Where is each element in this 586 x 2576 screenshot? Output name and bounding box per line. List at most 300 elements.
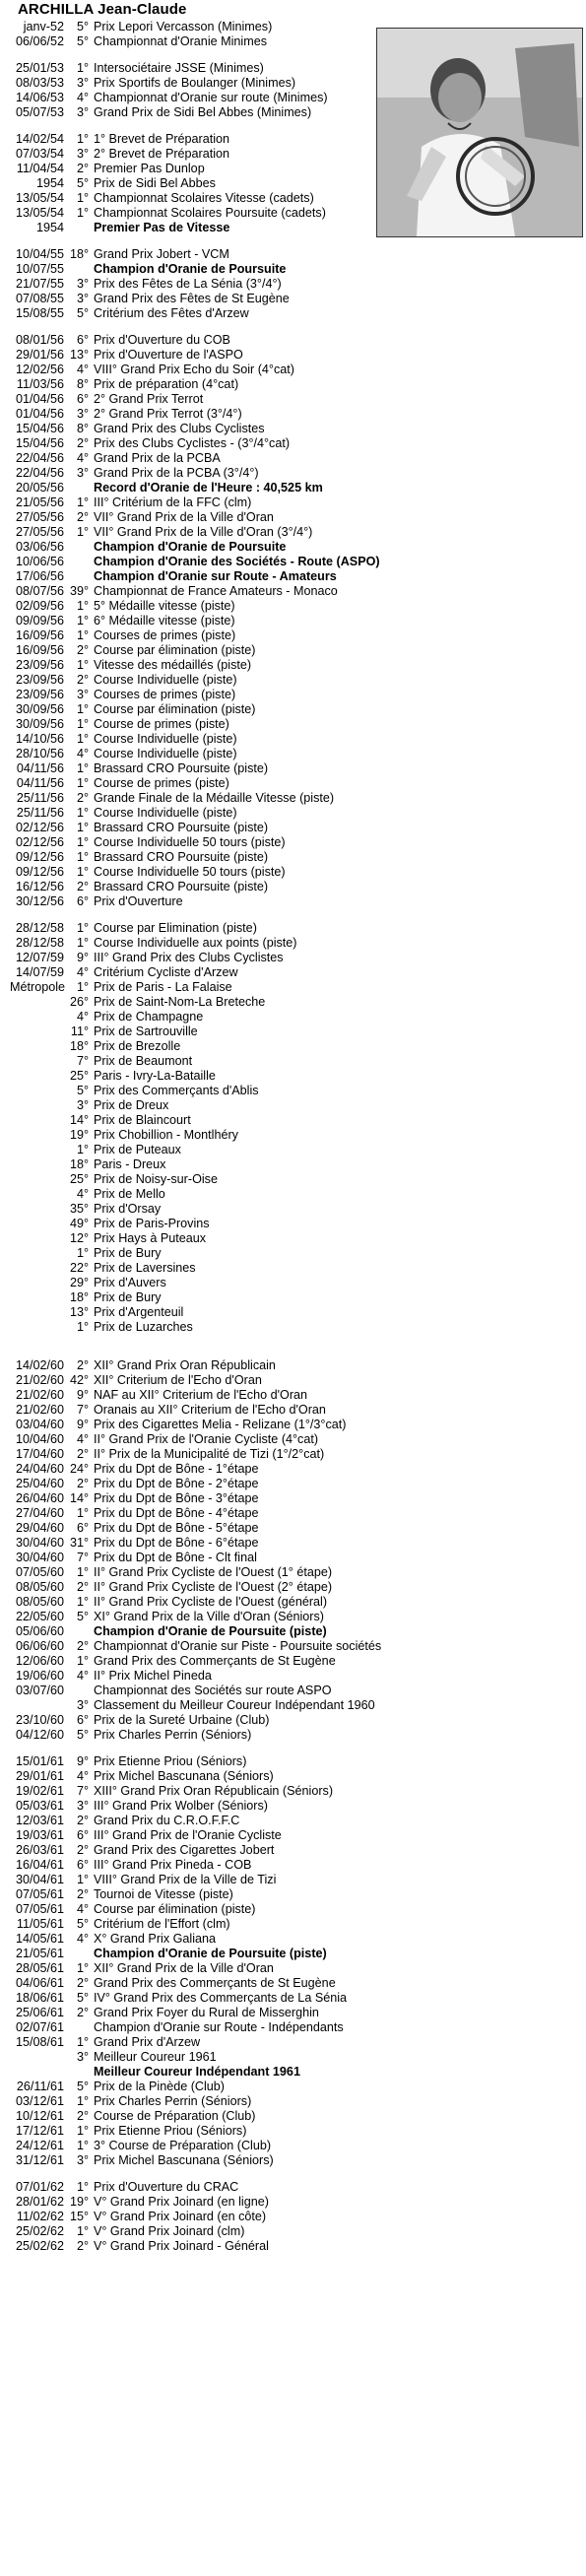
result-rank: 2° <box>76 162 89 175</box>
result-row <box>0 921 586 936</box>
result-date: 30/09/56 <box>15 717 64 731</box>
result-event: Prix Chobillion - Montlhéry <box>94 1128 238 1142</box>
result-event: Intersociétaire JSSE (Minimes) <box>94 61 264 75</box>
result-rank: 2° <box>76 791 89 805</box>
result-row <box>0 540 586 555</box>
result-date: 07/05/60 <box>15 1565 64 1579</box>
result-event: Course Individuelle (piste) <box>94 732 237 746</box>
result-event: Prix des Cigarettes Melia - Relizane (1°/3°cat) <box>94 1418 347 1431</box>
result-row <box>0 91 586 105</box>
result-date: 14/02/60 <box>15 1358 64 1372</box>
result-row <box>0 1098 586 1113</box>
result-event: Prix de Sidi Bel Abbes <box>94 176 216 190</box>
result-rank: 3° <box>76 292 89 305</box>
result-rank: 8° <box>76 422 89 435</box>
result-rank: 8° <box>76 377 89 391</box>
result-rank: 6° <box>76 1713 89 1727</box>
result-event: Prix du Dpt de Bône - 1°étape <box>94 1462 259 1476</box>
result-event: Grand Prix des Commerçants de St Eugène <box>94 1976 336 1990</box>
result-date: 28/12/58 <box>15 921 64 935</box>
result-row <box>0 1873 586 1887</box>
result-row <box>0 1698 586 1713</box>
result-date: 25/06/61 <box>15 2006 64 2019</box>
result-row <box>0 1113 586 1128</box>
result-event: Premier Pas de Vitesse <box>94 221 230 234</box>
result-rank: 2° <box>76 1639 89 1653</box>
result-event: Prix des Clubs Cyclistes - (3°/4°cat) <box>94 436 291 450</box>
result-date: 02/12/56 <box>15 821 64 834</box>
result-row <box>0 1947 586 1961</box>
result-rank: 3° <box>76 407 89 421</box>
result-event: Prix de Beaumont <box>94 1054 193 1068</box>
result-event: Prix Michel Bascunana (Séniors) <box>94 2153 274 2167</box>
result-rank: 4° <box>76 1902 89 1916</box>
result-rank: 2° <box>76 436 89 450</box>
result-row <box>0 658 586 673</box>
result-date: 14/07/59 <box>15 965 64 979</box>
result-event: Course de primes (piste) <box>94 776 229 790</box>
result-rank: 3° <box>76 2153 89 2167</box>
result-event: Grand Prix de Sidi Bel Abbes (Minimes) <box>94 105 312 119</box>
result-event: III° Critérium de la FFC (clm) <box>94 495 252 509</box>
result-row <box>0 306 586 321</box>
result-event: III° Grand Prix de l'Oranie Cycliste <box>94 1828 282 1842</box>
result-rank: 1° <box>76 806 89 820</box>
result-date: janv-52 <box>23 20 64 33</box>
result-date: 05/07/53 <box>15 105 64 119</box>
result-row <box>0 850 586 865</box>
result-date: 26/11/61 <box>16 2080 64 2093</box>
result-rank: 4° <box>76 1187 89 1201</box>
result-row <box>0 1902 586 1917</box>
result-date: 28/12/58 <box>15 936 64 950</box>
result-date: 11/03/56 <box>16 377 64 391</box>
result-event: Prix de Luzarches <box>94 1320 193 1334</box>
result-row <box>0 1887 586 1902</box>
result-event: Course par élimination (piste) <box>94 643 256 657</box>
result-row <box>0 363 586 377</box>
result-row <box>0 1462 586 1477</box>
result-rank: 1° <box>76 525 89 539</box>
result-row <box>0 1551 586 1565</box>
result-event: Prix de préparation (4°cat) <box>94 377 239 391</box>
result-rank: 1° <box>76 1873 89 1886</box>
result-row <box>0 1491 586 1506</box>
result-event: Course de Préparation (Club) <box>94 2109 256 2123</box>
section-gap <box>0 1347 586 1358</box>
result-event: Brassard CRO Poursuite (piste) <box>94 850 269 864</box>
result-date: 16/12/56 <box>15 880 64 893</box>
section-gap <box>0 49 586 61</box>
result-rank: 1° <box>76 2035 89 2049</box>
result-date: 05/03/61 <box>15 1799 64 1813</box>
result-row <box>0 1991 586 2006</box>
result-event: Brassard CRO Poursuite (piste) <box>94 880 269 893</box>
result-rank: 1° <box>76 2094 89 2108</box>
result-event: Prix du Dpt de Bône - 6°étape <box>94 1536 259 1550</box>
result-event: Prix Sportifs de Boulanger (Minimes) <box>94 76 296 90</box>
result-row <box>0 1388 586 1403</box>
result-event: 6° Médaille vitesse (piste) <box>94 614 235 627</box>
result-rank: 1° <box>76 717 89 731</box>
result-event: Championnat d'Oranie Minimes <box>94 34 267 48</box>
result-rank: 18° <box>69 1290 89 1304</box>
result-rank: 4° <box>76 1669 89 1683</box>
result-date: 21/02/60 <box>15 1388 64 1402</box>
result-event: Championnat de France Amateurs - Monaco <box>94 584 338 598</box>
result-event: 1° Brevet de Préparation <box>94 132 230 146</box>
result-date: 05/06/60 <box>15 1624 64 1638</box>
result-rank: 1° <box>76 921 89 935</box>
result-row <box>0 176 586 191</box>
result-rank: 4° <box>76 1432 89 1446</box>
result-row <box>0 1843 586 1858</box>
result-date: 25/11/56 <box>16 806 64 820</box>
result-date: 15/04/56 <box>15 422 64 435</box>
result-rank: 1° <box>76 628 89 642</box>
result-rank: 5° <box>76 1084 89 1097</box>
result-event: II° Prix Michel Pineda <box>94 1669 212 1683</box>
result-event: Championnat des Sociétés sur route ASPO <box>94 1684 332 1697</box>
result-rank: 3° <box>76 466 89 480</box>
result-date: 02/12/56 <box>15 835 64 849</box>
result-row <box>0 262 586 277</box>
result-row <box>0 835 586 850</box>
result-event: III° Grand Prix Pineda - COB <box>94 1858 252 1872</box>
result-rank: 1° <box>76 776 89 790</box>
result-rank: 6° <box>76 1521 89 1535</box>
result-row <box>0 1276 586 1290</box>
result-row <box>0 510 586 525</box>
result-rank: 7° <box>76 1551 89 1564</box>
result-date: 12/07/59 <box>15 951 64 964</box>
result-event: XIII° Grand Prix Oran Républicain (Séniors) <box>94 1784 334 1798</box>
result-rank: 18° <box>69 1039 89 1053</box>
result-event: Champion d'Oranie de Poursuite <box>94 540 287 554</box>
result-event: Prix Charles Perrin (Séniors) <box>94 1728 252 1742</box>
result-date: 15/08/55 <box>15 306 64 320</box>
result-date: 25/01/53 <box>15 61 64 75</box>
result-rank: 1° <box>76 599 89 613</box>
result-event: Champion d'Oranie de Poursuite (piste) <box>94 1624 327 1638</box>
result-row <box>0 333 586 348</box>
result-rank: 18° <box>69 247 89 261</box>
result-event: Brassard CRO Poursuite (piste) <box>94 761 269 775</box>
result-event: Prix d'Ouverture <box>94 894 183 908</box>
result-rank: 1° <box>76 1961 89 1975</box>
result-row <box>0 951 586 965</box>
result-event: Champion d'Oranie sur Route - Indépendants <box>94 2020 344 2034</box>
result-date: 27/05/56 <box>15 510 64 524</box>
result-date: 16/09/56 <box>15 643 64 657</box>
section-gap <box>0 909 586 921</box>
result-rank: 2° <box>76 510 89 524</box>
result-date: 03/12/61 <box>15 2094 64 2108</box>
result-date: 15/04/56 <box>15 436 64 450</box>
result-event: Grand Prix des Fêtes de St Eugène <box>94 292 290 305</box>
result-rank: 3° <box>76 105 89 119</box>
result-date: 03/07/60 <box>15 1684 64 1697</box>
result-event: Course Individuelle 50 tours (piste) <box>94 835 286 849</box>
result-row <box>0 76 586 91</box>
result-event: Paris - Ivry-La-Bataille <box>94 1069 216 1083</box>
result-row <box>0 643 586 658</box>
result-rank: 14° <box>69 1491 89 1505</box>
result-row <box>0 732 586 747</box>
result-rank: 6° <box>76 1828 89 1842</box>
section-gap <box>0 2168 586 2180</box>
result-row <box>0 1231 586 1246</box>
result-row <box>0 1754 586 1769</box>
result-rank: 1° <box>76 658 89 672</box>
result-rank: 4° <box>76 747 89 760</box>
result-event: Prix de Paris-Provins <box>94 1217 210 1230</box>
result-row <box>0 1143 586 1157</box>
result-rank: 39° <box>69 584 89 598</box>
result-row <box>0 1769 586 1784</box>
result-rank: 9° <box>76 1418 89 1431</box>
result-date: 11/04/54 <box>16 162 64 175</box>
result-row <box>0 1246 586 1261</box>
result-row <box>0 1624 586 1639</box>
result-event: VIII° Grand Prix de la Ville de Tizi <box>94 1873 277 1886</box>
result-row <box>0 1784 586 1799</box>
result-event: Vitesse des médaillés (piste) <box>94 658 252 672</box>
result-event: Brassard CRO Poursuite (piste) <box>94 821 269 834</box>
result-rank: 19° <box>69 1128 89 1142</box>
result-event: NAF au XII° Criterium de l'Echo d'Oran <box>94 1388 308 1402</box>
result-event: Course par Elimination (piste) <box>94 921 257 935</box>
result-date: 16/04/61 <box>15 1858 64 1872</box>
result-rank: 7° <box>76 1403 89 1417</box>
result-row <box>0 599 586 614</box>
result-rank: 13° <box>69 348 89 362</box>
result-event: Prix de Champagne <box>94 1010 204 1024</box>
result-rank: 3° <box>76 277 89 291</box>
result-event: Grande Finale de la Médaille Vitesse (piste) <box>94 791 335 805</box>
result-row <box>0 2180 586 2195</box>
result-row <box>0 2224 586 2239</box>
result-event: Champion d'Oranie sur Route - Amateurs <box>94 569 337 583</box>
result-event: II° Prix de la Municipalité de Tizi (1°/2°cat) <box>94 1447 325 1461</box>
result-date: 19/02/61 <box>15 1784 64 1798</box>
result-event: Prix de la Pinède (Club) <box>94 2080 225 2093</box>
result-event: XII° Criterium de l'Echo d'Oran <box>94 1373 262 1387</box>
result-row <box>0 1506 586 1521</box>
result-date: 21/05/61 <box>15 1947 64 1960</box>
result-row <box>0 1128 586 1143</box>
result-event: II° Grand Prix Cycliste de l'Ouest (général) <box>94 1595 328 1609</box>
result-row <box>0 61 586 76</box>
section-gap <box>0 1335 586 1347</box>
result-row <box>0 1976 586 1991</box>
result-row <box>0 1432 586 1447</box>
result-date: 14/05/61 <box>15 1932 64 1946</box>
result-date: 08/05/60 <box>15 1580 64 1594</box>
result-event: VIII° Grand Prix Echo du Soir (4°cat) <box>94 363 294 376</box>
result-event: Tournoi de Vitesse (piste) <box>94 1887 233 1901</box>
result-row <box>0 1358 586 1373</box>
result-rank: 5° <box>76 176 89 190</box>
result-date: 03/04/60 <box>15 1418 64 1431</box>
result-event: Prix Etienne Priou (Séniors) <box>94 1754 247 1768</box>
result-event: Prix des Commerçants d'Ablis <box>94 1084 259 1097</box>
result-date: 30/09/56 <box>15 702 64 716</box>
result-date: 21/02/60 <box>15 1403 64 1417</box>
result-row <box>0 495 586 510</box>
result-date: 12/06/60 <box>15 1654 64 1668</box>
result-rank: 1° <box>76 980 89 994</box>
result-row <box>0 1320 586 1335</box>
result-rank: 2° <box>76 2006 89 2019</box>
result-date: 04/11/56 <box>16 761 64 775</box>
result-event: Grand Prix des Cigarettes Jobert <box>94 1843 275 1857</box>
result-event: Prix de Brezolle <box>94 1039 181 1053</box>
result-rank: 14° <box>69 1113 89 1127</box>
result-date: 02/07/61 <box>15 2020 64 2034</box>
result-event: Prix Michel Bascunana (Séniors) <box>94 1769 274 1783</box>
result-date: 26/03/61 <box>15 1843 64 1857</box>
result-date: 13/05/54 <box>15 191 64 205</box>
result-event: Prix des Fêtes de La Sénia (3°/4°) <box>94 277 282 291</box>
result-row <box>0 2020 586 2035</box>
result-event: Prix du Dpt de Bône - 5°étape <box>94 1521 259 1535</box>
result-event: Prix de Blaincourt <box>94 1113 191 1127</box>
result-row <box>0 1521 586 1536</box>
result-date: 14/10/56 <box>15 732 64 746</box>
result-row <box>0 1610 586 1624</box>
result-event: V° Grand Prix Joinard (en ligne) <box>94 2195 269 2209</box>
result-row <box>0 1858 586 1873</box>
result-date: 30/04/60 <box>15 1551 64 1564</box>
results-list <box>0 20 586 2254</box>
result-rank: 5° <box>76 1728 89 1742</box>
result-event: V° Grand Prix Joinard (en côte) <box>94 2210 267 2223</box>
result-row <box>0 1799 586 1814</box>
result-row <box>0 821 586 835</box>
result-row <box>0 1039 586 1054</box>
result-row <box>0 1202 586 1217</box>
result-date: 25/11/56 <box>16 791 64 805</box>
result-date: Métropole <box>10 980 66 994</box>
result-row <box>0 995 586 1010</box>
section-gap <box>0 120 586 132</box>
result-row <box>0 747 586 761</box>
result-event: Grand Prix du C.R.O.F.F.C <box>94 1814 240 1827</box>
result-date: 28/10/56 <box>15 747 64 760</box>
result-event: XI° Grand Prix de la Ville d'Oran (Séniors) <box>94 1610 324 1623</box>
result-event: Prix de Puteaux <box>94 1143 181 1156</box>
result-date: 31/12/61 <box>15 2153 64 2167</box>
result-event: Meilleur Coureur Indépendant 1961 <box>94 2065 300 2079</box>
result-rank: 1° <box>76 191 89 205</box>
result-rank: 1° <box>76 1595 89 1609</box>
result-rank: 19° <box>69 2195 89 2209</box>
result-rank: 4° <box>76 91 89 104</box>
result-row <box>0 702 586 717</box>
result-event: Championnat Scolaires Poursuite (cadets) <box>94 206 326 220</box>
result-row <box>0 1669 586 1684</box>
result-date: 10/04/60 <box>15 1432 64 1446</box>
result-row <box>0 894 586 909</box>
result-rank: 9° <box>76 951 89 964</box>
result-event: Prix d'Argenteuil <box>94 1305 184 1319</box>
result-date: 15/08/61 <box>15 2035 64 2049</box>
result-event: Oranais au XII° Criterium de l'Echo d'Oran <box>94 1403 326 1417</box>
result-date: 28/01/62 <box>15 2195 64 2209</box>
result-row <box>0 34 586 49</box>
result-row <box>0 555 586 569</box>
result-row <box>0 221 586 235</box>
result-date: 30/04/61 <box>15 1873 64 1886</box>
result-rank: 2° <box>76 673 89 687</box>
result-event: Prix d'Ouverture du CRAC <box>94 2180 239 2194</box>
result-date: 21/07/55 <box>15 277 64 291</box>
result-date: 14/02/54 <box>15 132 64 146</box>
result-date: 07/01/62 <box>15 2180 64 2194</box>
result-row <box>0 1010 586 1024</box>
result-rank: 2° <box>76 1358 89 1372</box>
result-event: Grand Prix d'Arzew <box>94 2035 201 2049</box>
result-event: Record d'Oranie de l'Heure : 40,525 km <box>94 481 323 495</box>
result-date: 24/04/60 <box>15 1462 64 1476</box>
result-rank: 1° <box>76 1565 89 1579</box>
result-event: Prix du Dpt de Bône - Clt final <box>94 1551 257 1564</box>
result-date: 27/05/56 <box>15 525 64 539</box>
result-date: 29/01/56 <box>15 348 64 362</box>
result-event: Prix du Dpt de Bône - 3°étape <box>94 1491 259 1505</box>
result-event: 2° Grand Prix Terrot (3°/4°) <box>94 407 242 421</box>
result-event: Prix d'Ouverture de l'ASPO <box>94 348 243 362</box>
result-row <box>0 377 586 392</box>
result-row <box>0 1069 586 1084</box>
result-rank: 1° <box>76 835 89 849</box>
result-date: 23/10/60 <box>15 1713 64 1727</box>
result-event: Critérium des Fêtes d'Arzew <box>94 306 249 320</box>
result-event: Champion d'Oranie de Poursuite <box>94 262 287 276</box>
result-rank: 3° <box>76 1698 89 1712</box>
result-rank: 5° <box>76 1991 89 2005</box>
result-row <box>0 2124 586 2139</box>
result-row <box>0 1580 586 1595</box>
result-date: 07/08/55 <box>15 292 64 305</box>
result-date: 07/03/54 <box>15 147 64 161</box>
result-date: 24/12/61 <box>15 2139 64 2152</box>
result-row <box>0 761 586 776</box>
result-rank: 1° <box>76 1506 89 1520</box>
result-row <box>0 277 586 292</box>
result-row <box>0 1728 586 1743</box>
result-row <box>0 965 586 980</box>
result-date: 11/05/61 <box>16 1917 64 1931</box>
result-date: 09/12/56 <box>15 850 64 864</box>
result-row <box>0 20 586 34</box>
result-rank: 1° <box>76 61 89 75</box>
result-date: 10/04/55 <box>15 247 64 261</box>
result-date: 17/04/60 <box>15 1447 64 1461</box>
result-row <box>0 614 586 628</box>
result-date: 17/06/56 <box>15 569 64 583</box>
result-rank: 4° <box>76 965 89 979</box>
result-rank: 1° <box>76 732 89 746</box>
result-rank: 2° <box>76 643 89 657</box>
result-rank: 2° <box>76 1887 89 1901</box>
result-row <box>0 407 586 422</box>
result-event: Courses de primes (piste) <box>94 628 236 642</box>
result-row <box>0 1565 586 1580</box>
result-date: 23/09/56 <box>15 673 64 687</box>
result-rank: 18° <box>69 1157 89 1171</box>
